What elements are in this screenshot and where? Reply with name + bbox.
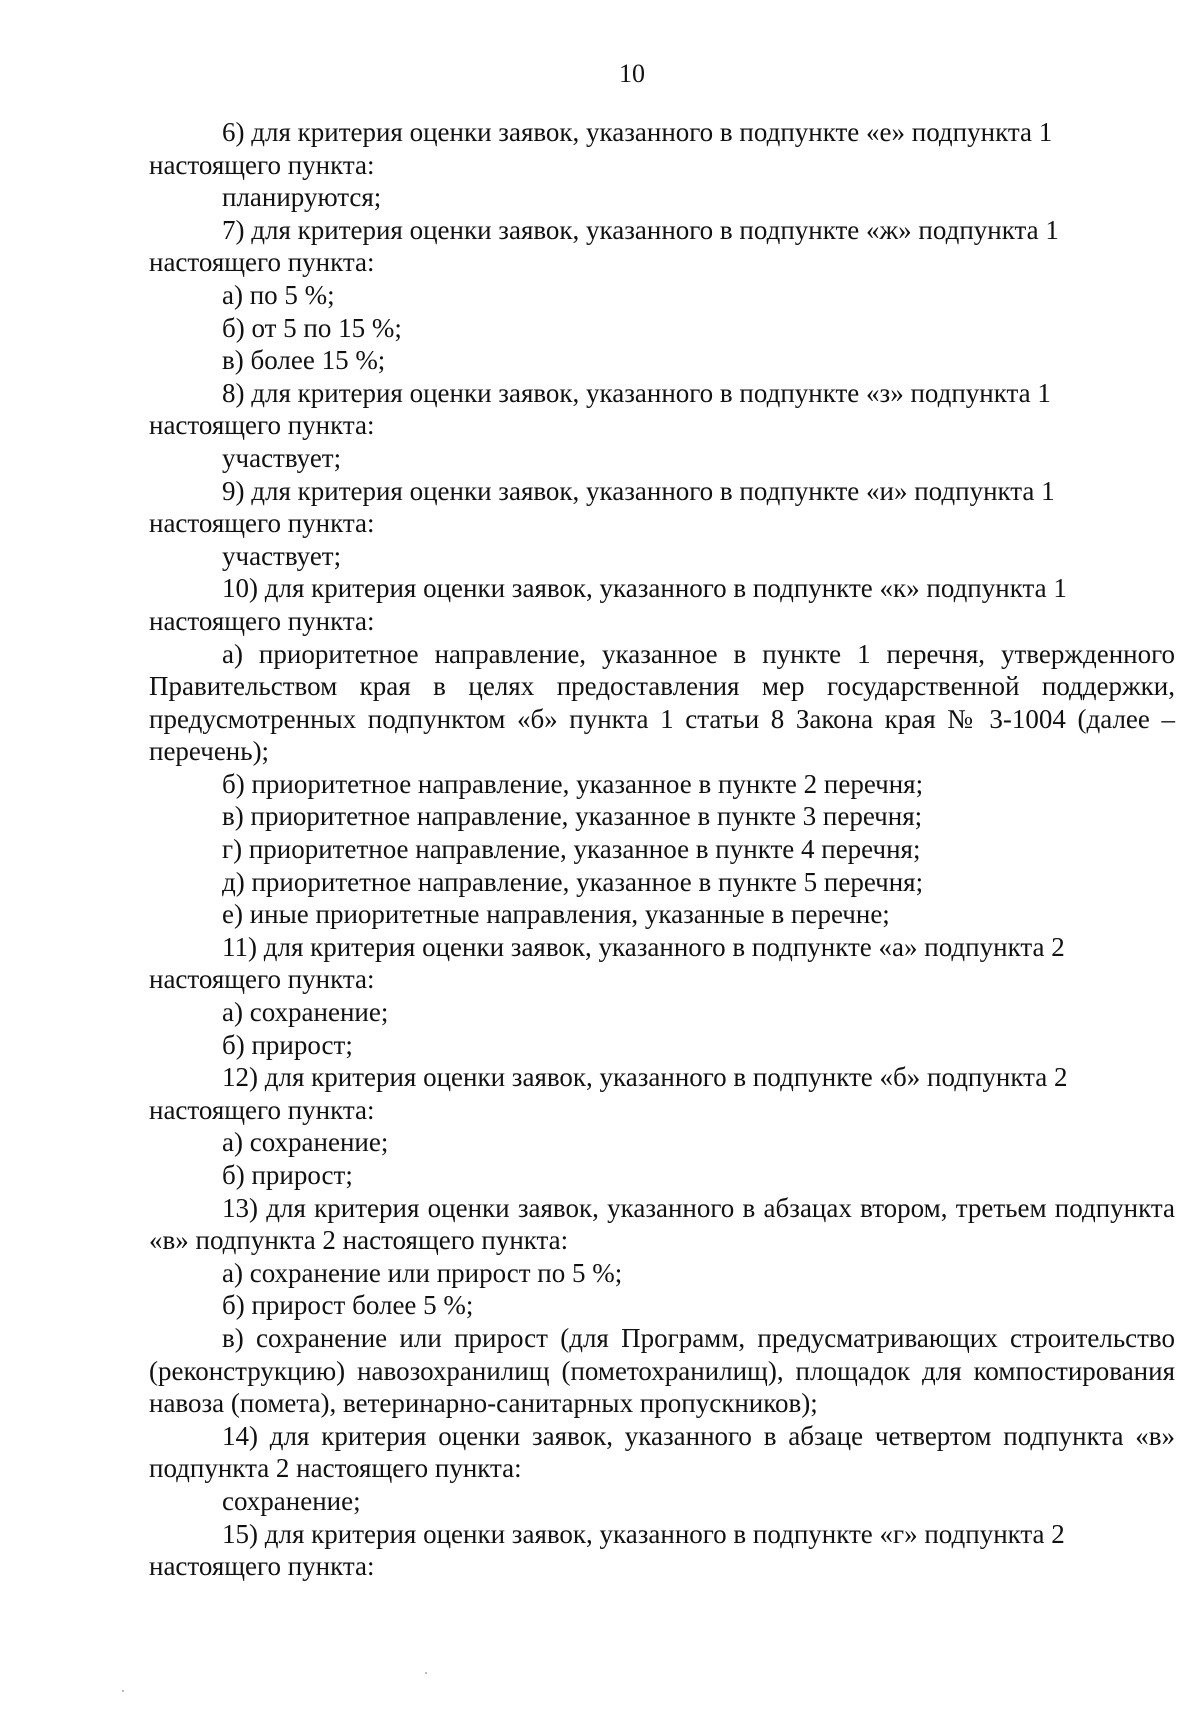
paragraph: настоящего пункта: — [149, 508, 375, 539]
paragraph: настоящего пункта: — [149, 247, 375, 278]
paragraph: в) приоритетное направление, указанное в пункте 3 перечня; — [222, 801, 923, 832]
paragraph: г) приоритетное направление, указанное в пункте 4 перечня; — [222, 834, 921, 865]
paragraph: 15) для критерия оценки заявок, указанного в подпункте «г» подпункта 2 — [222, 1518, 1065, 1549]
paragraph: настоящего пункта: — [149, 605, 375, 636]
paragraph: 10) для критерия оценки заявок, указанного в подпункте «к» подпункта 1 — [222, 573, 1067, 604]
page-number: 10 — [619, 59, 645, 88]
paragraph: 13) для критерия оценки заявок, указанного в абзацах втором, третьем подпункта «в» подпункта 2 настоящего пункта: — [149, 1192, 1175, 1256]
paragraph: настоящего пункта: — [149, 149, 375, 180]
paragraph: 14) для критерия оценки заявок, указанного в абзаце четвертом подпункта «в» подпункта 2 настоящего пункта: — [149, 1420, 1175, 1484]
paragraph: настоящего пункта: — [149, 964, 375, 995]
paragraph: а) сохранение; — [222, 997, 389, 1028]
paragraph: 8) для критерия оценки заявок, указанного в подпункте «з» подпункта 1 — [222, 377, 1051, 408]
paragraph: 7) для критерия оценки заявок, указанного в подпункте «ж» подпункта 1 — [222, 214, 1059, 245]
paragraph: в) более 15 %; — [222, 345, 386, 376]
paragraph: б) от 5 по 15 %; — [222, 312, 402, 343]
paragraph: а) сохранение; — [222, 1127, 389, 1158]
paragraph: настоящего пункта: — [149, 410, 375, 441]
paragraph: б) прирост; — [222, 1160, 353, 1190]
paragraph: б) прирост; — [222, 1029, 353, 1060]
paragraph: б) прирост более 5 %; — [222, 1290, 474, 1321]
paragraph: е) иные приоритетные направления, указанные в перечне; — [222, 899, 890, 930]
paragraph: участвует; — [222, 442, 342, 473]
scan-speck — [122, 1690, 124, 1692]
paragraph: д) приоритетное направление, указанное в пункте 5 перечня; — [222, 866, 924, 897]
paragraph: участвует; — [222, 540, 342, 571]
document-body — [149, 116, 1175, 1583]
paragraph: в) сохранение или прирост (для Программ, предусматривающих строительство (реконструкцию) навозохранилищ (пометохранилищ), площадок для компостирования навоза (помета), ветеринарно-санитарных пропускников); — [149, 1322, 1175, 1419]
paragraph: 6) для критерия оценки заявок, указанного в подпункте «е» подпункта 1 — [222, 117, 1053, 147]
paragraph: настоящего пункта: — [149, 1094, 375, 1125]
paragraph: 11) для критерия оценки заявок, указанного в подпункте «а» подпункта 2 — [222, 931, 1065, 962]
scan-speck — [425, 1672, 427, 1674]
paragraph: 12) для критерия оценки заявок, указанного в подпункте «б» подпункта 2 — [222, 1062, 1068, 1093]
paragraph: планируются; — [222, 182, 382, 213]
paragraph: б) приоритетное направление, указанное в пункте 2 перечня; — [222, 768, 924, 799]
paragraph: сохранение; — [222, 1485, 361, 1516]
paragraph: а) сохранение или прирост по 5 %; — [222, 1257, 623, 1288]
paragraph: а) приоритетное направление, указанное в пункте 1 перечня, утвержденного Правительством края в целях предоставления мер государственной поддержки, предусмотренных подпунктом «б» пункта 1 статьи 8 Закона края № 3-1004 (далее – перечень); — [149, 638, 1175, 767]
paragraph: а) по 5 %; — [222, 279, 335, 310]
paragraph: настоящего пункта: — [149, 1551, 375, 1582]
paragraph: 9) для критерия оценки заявок, указанного в подпункте «и» подпункта 1 — [222, 475, 1055, 506]
